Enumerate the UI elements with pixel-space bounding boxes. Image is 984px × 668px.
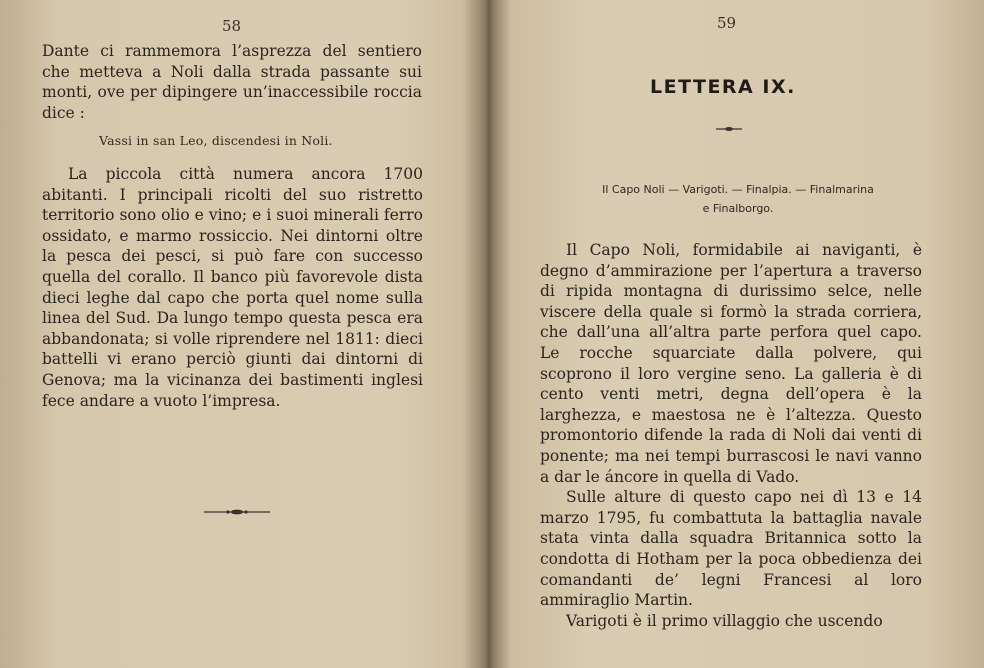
- left-paragraph-2: [42, 164, 423, 411]
- left-paragraph-1: [42, 41, 422, 123]
- summary-line-1: Il Capo Noli — Varigoti. — Finalpia. — Finalmarina: [602, 183, 874, 196]
- summary-line-2: e Finalborgo.: [702, 202, 774, 215]
- capo-noli-paragraph: Il Capo Noli, formidabile ai naviganti, è degno d’ammirazione per l’apertura a traverso di ripida montagna di durissimo selce, nelle viscere della quale si formò la strada corriera, che dall’una all’altra parte perfora quel capo. Le rocche squarciate dalla polvere, qui scoprono il loro vergine seno. La galleria è di cento venti metri, degna dell’opera è la larghezza, e maestosa ne è l’altezza. Questo promontorio difende la rada di Noli dai venti di ponente; ma nei tempi burrascosi le navi vanno a dar le áncore in quella di Vado.: [540, 241, 922, 486]
- title-ornament: [716, 125, 742, 133]
- right-body: [540, 240, 922, 631]
- varigoti-paragraph: Varigoti è il primo villaggio che uscendo: [566, 611, 883, 630]
- page-number-left: 58: [222, 17, 242, 35]
- left-page: [0, 0, 488, 668]
- letter-summary: [550, 180, 926, 218]
- battle-paragraph: Sulle alture di questo capo nei dì 13 e 14 marzo 1795, fu combattuta la battaglia navale stata vinta dalla squadra Britannica sotto la condotta di Hotham per la poca obbedienza dei comandanti de’ legni Francesi al loro ammiraglio Martin.: [540, 488, 922, 610]
- dante-paragraph: Dante ci rammemora l’asprezza del sentiero che metteva a Noli dalla strada passante sui monti, ove per dipingere un’inaccessibile roccia dice :: [42, 42, 422, 122]
- letter-title: LETTERA IX.: [650, 76, 796, 98]
- dante-verse: Vassi in san Leo, discendesi in Noli.: [99, 133, 333, 148]
- noli-paragraph: La piccola città numera ancora 1700 abitanti. I principali ricolti del suo ristretto territorio sono olio e vino; e i suoi minerali ferro ossidato, e marmo rossiccio. Nei dintorni oltre la pesca dei pesci, si può fare con successo quella del corallo. Il banco più favorevole dista dieci leghe dal capo che porta quel nome sulla linea del Sud. Da lungo tempo questa pesca era abbandonata; si volle riprendere nel 1811: dieci battelli vi erano perciò giunti dai dintorni di Genova; ma la vicinanza dei bastimenti inglesi fece andare a vuoto l’impresa.: [42, 165, 423, 410]
- end-ornament: [204, 508, 270, 516]
- page-number-right: 59: [717, 14, 737, 32]
- right-page: [490, 0, 984, 668]
